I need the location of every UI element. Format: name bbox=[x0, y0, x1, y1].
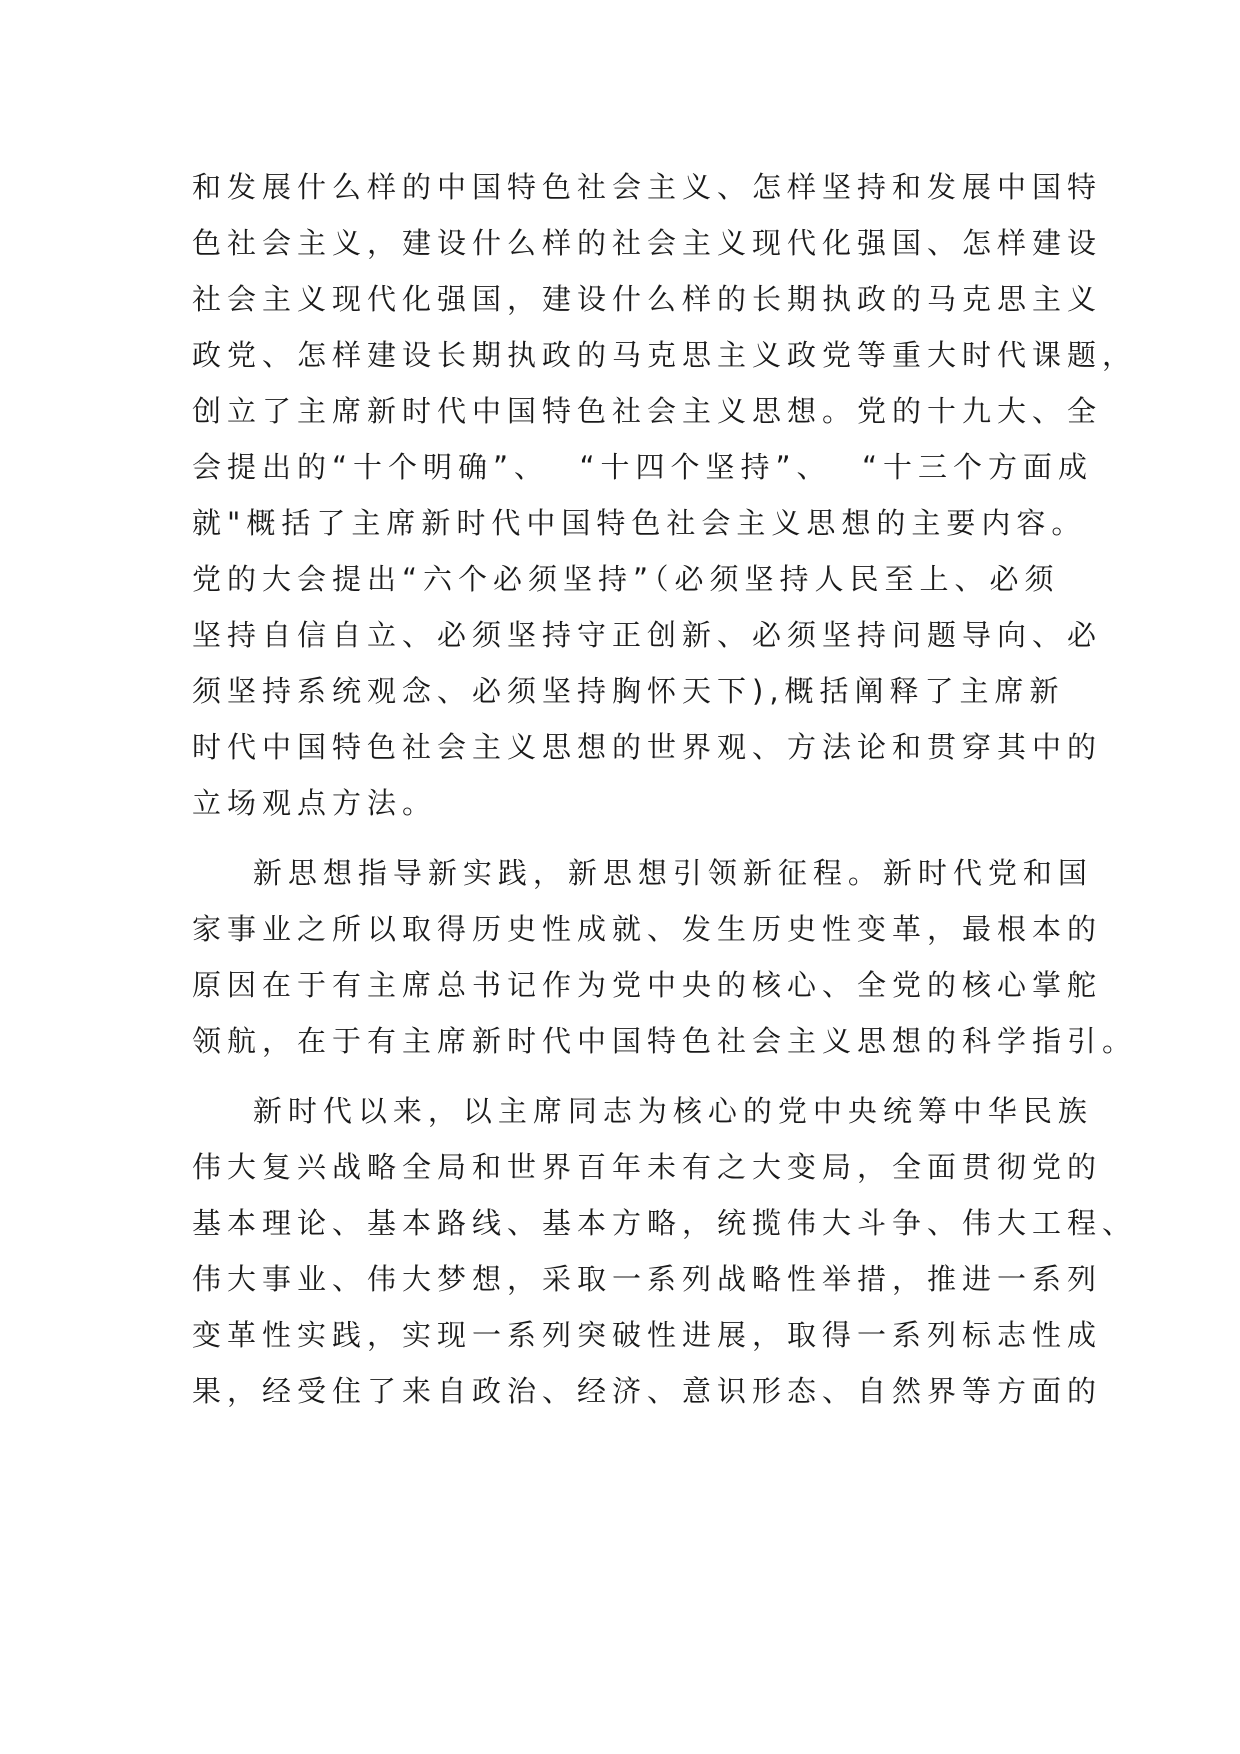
text-line: 伟大复兴战略全局和世界百年未有之大变局，全面贯彻党的 bbox=[192, 1150, 1103, 1184]
text-line: 政党、怎样建设长期执政的马克思主义政党等重大时代课题， bbox=[192, 338, 1138, 372]
text-line: 基本理论、基本路线、基本方略，统揽伟大斗争、伟大工程、 bbox=[192, 1206, 1138, 1240]
text-line: 新思想指导新实践，新思想引领新征程。新时代党和国 bbox=[192, 856, 1093, 890]
text-line: 会提出的“十个明确”、 “十四个坚持”、 “十三个方面成 bbox=[192, 450, 1093, 484]
text-line: 须坚持系统观念、必须坚持胸怀天下),概括阐释了主席新 bbox=[192, 674, 1065, 708]
text-line: 时代中国特色社会主义思想的世界观、方法论和贯穿其中的 bbox=[192, 730, 1103, 764]
text-line: 社会主义现代化强国，建设什么样的长期执政的马克思主义 bbox=[192, 282, 1103, 316]
text-line: 变革性实践，实现一系列突破性进展，取得一系列标志性成 bbox=[192, 1318, 1103, 1352]
paragraph-1 bbox=[192, 159, 1138, 831]
document-body bbox=[192, 159, 1138, 1419]
text-line: 党的大会提出“六个必须坚持”（必须坚持人民至上、必须 bbox=[192, 562, 1060, 596]
text-line: 领航，在于有主席新时代中国特色社会主义思想的科学指引。 bbox=[192, 1024, 1138, 1058]
paragraph-3 bbox=[192, 1083, 1138, 1419]
text-line: 创立了主席新时代中国特色社会主义思想。党的十九大、全 bbox=[192, 394, 1103, 428]
text-line: 立场观点方法。 bbox=[192, 786, 438, 820]
text-line: 坚持自信自立、必须坚持守正创新、必须坚持问题导向、必 bbox=[192, 618, 1103, 652]
text-line: 就"概括了主席新时代中国特色社会主义思想的主要内容。 bbox=[192, 506, 1087, 540]
text-line: 和发展什么样的中国特色社会主义、怎样坚持和发展中国特 bbox=[192, 170, 1103, 204]
text-line: 原因在于有主席总书记作为党中央的核心、全党的核心掌舵 bbox=[192, 968, 1103, 1002]
text-line: 果，经受住了来自政治、经济、意识形态、自然界等方面的 bbox=[192, 1374, 1103, 1408]
text-line: 色社会主义，建设什么样的社会主义现代化强国、怎样建设 bbox=[192, 226, 1103, 260]
text-line: 新时代以来，以主席同志为核心的党中央统筹中华民族 bbox=[192, 1094, 1093, 1128]
text-line: 家事业之所以取得历史性成就、发生历史性变革，最根本的 bbox=[192, 912, 1103, 946]
text-line: 伟大事业、伟大梦想，采取一系列战略性举措，推进一系列 bbox=[192, 1262, 1103, 1296]
paragraph-2 bbox=[192, 845, 1138, 1069]
